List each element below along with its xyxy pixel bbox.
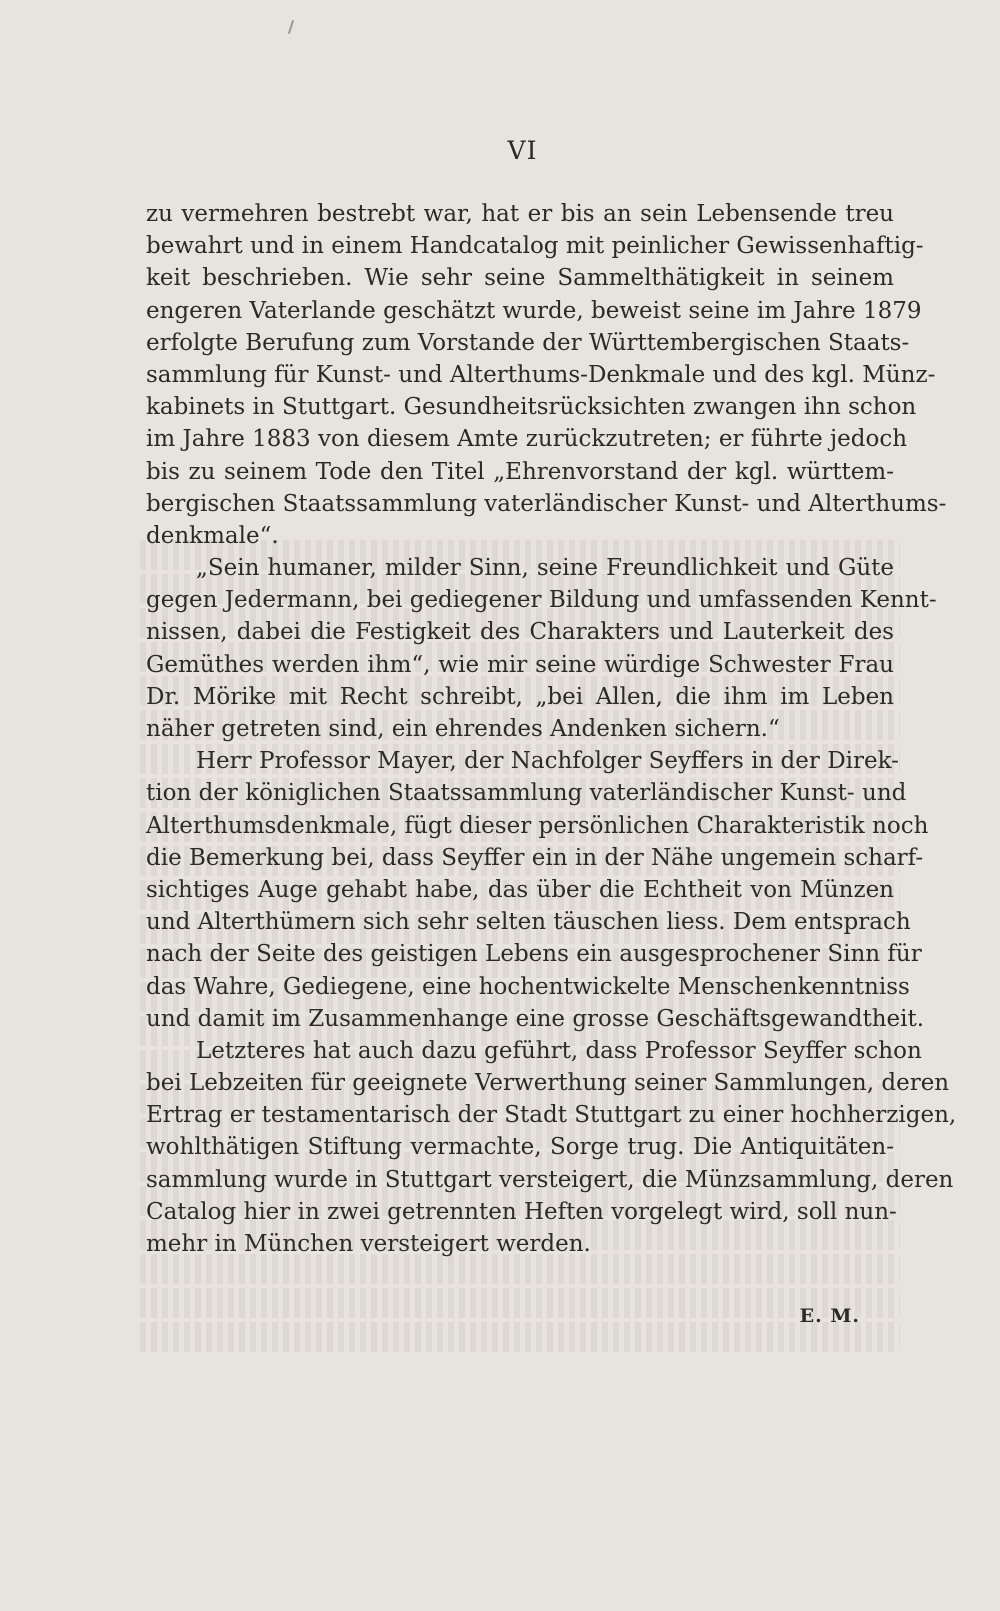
text-line: und damit im Zusammenhange eine grosse Geschäftsgewandtheit.	[146, 1005, 925, 1032]
text-line: wohlthätigen Stiftung vermachte, Sorge trug. Die Antiquitäten-	[146, 1134, 894, 1161]
body-text	[146, 198, 957, 1260]
text-line: Alterthumsdenkmale, fügt dieser persönlichen Charakteristik noch	[146, 812, 929, 839]
text-line: kabinets in Stuttgart. Gesundheitsrücksichten zwangen ihn schon	[146, 394, 917, 421]
paragraph	[146, 745, 929, 1035]
text-line: Ertrag er testamentarisch der Stadt Stuttgart zu einer hochherzigen,	[146, 1102, 957, 1129]
text-line: Letzteres hat auch dazu geführt, dass Professor Seyffer schon	[196, 1037, 922, 1064]
text-line: bei Lebzeiten für geeignete Verwerthung seiner Sammlungen, deren	[146, 1070, 950, 1097]
text-line: keit beschrieben. Wie sehr seine Sammelthätigkeit in seinem	[146, 265, 894, 292]
text-line: mehr in München versteigert werden.	[146, 1231, 591, 1257]
text-line: engeren Vaterlande geschätzt wurde, beweist seine im Jahre 1879	[146, 297, 922, 324]
text-line: bis zu seinem Tode den Titel „Ehrenvorstand der kgl. württem-	[146, 458, 894, 485]
text-line: sammlung wurde in Stuttgart versteigert, die Münzsammlung, deren	[146, 1166, 954, 1193]
text-line: näher getreten sind, ein ehrendes Andenken sichern.“	[146, 716, 780, 742]
paragraph	[146, 198, 947, 552]
text-line: denkmale“.	[146, 522, 279, 549]
text-line: gegen Jedermann, bei gediegener Bildung und umfassenden Kennt-	[146, 587, 937, 614]
paragraph	[146, 552, 937, 745]
text-line: zu vermehren bestrebt war, hat er bis an sein Lebensende treu	[146, 201, 894, 227]
author-initials: E. M.	[799, 1305, 860, 1327]
paragraph	[146, 1035, 957, 1260]
text-line: sammlung für Kunst- und Alterthums-Denkmale und des kgl. Münz-	[146, 361, 936, 388]
text-line: „Sein humaner, milder Sinn, seine Freundlichkeit und Güte	[196, 555, 894, 582]
text-line: erfolgte Berufung zum Vorstande der Württembergischen Staats-	[146, 329, 910, 356]
text-line: Dr. Mörike mit Recht schreibt, „bei Allen, die ihm im Leben	[146, 683, 894, 710]
text-line: Catalog hier in zwei getrennten Heften vorgelegt wird, soll nun-	[146, 1198, 897, 1225]
text-line: bergischen Staatssammlung vaterländischer Kunst- und Alterthums-	[146, 490, 947, 517]
text-line: im Jahre 1883 von diesem Amte zurückzutreten; er führte jedoch	[146, 426, 908, 453]
text-line: sichtiges Auge gehabt habe, das über die Echtheit von Münzen	[146, 876, 894, 903]
text-line: tion der königlichen Staatssammlung vaterländischer Kunst- und	[146, 780, 907, 807]
text-line: nissen, dabei die Festigkeit des Charakters und Lauterkeit des	[146, 619, 894, 646]
page-number: VI	[507, 136, 538, 165]
text-line: das Wahre, Gediegene, eine hochentwickelte Menschenkenntniss	[146, 973, 910, 1000]
text-line: die Bemerkung bei, dass Seyffer ein in der Nähe ungemein scharf-	[146, 844, 924, 871]
text-line: bewahrt und in einem Handcatalog mit peinlicher Gewissenhaftig-	[146, 233, 924, 260]
text-line: Herr Professor Mayer, der Nachfolger Seyffers in der Direk-	[196, 748, 899, 775]
text-line: nach der Seite des geistigen Lebens ein ausgesprochener Sinn für	[146, 941, 922, 968]
text-line: Gemüthes werden ihm“, wie mir seine würdige Schwester Frau	[146, 651, 894, 678]
text-line: und Alterthümern sich sehr selten täuschen liess. Dem entsprach	[146, 909, 911, 936]
stray-pen-mark	[288, 20, 294, 34]
